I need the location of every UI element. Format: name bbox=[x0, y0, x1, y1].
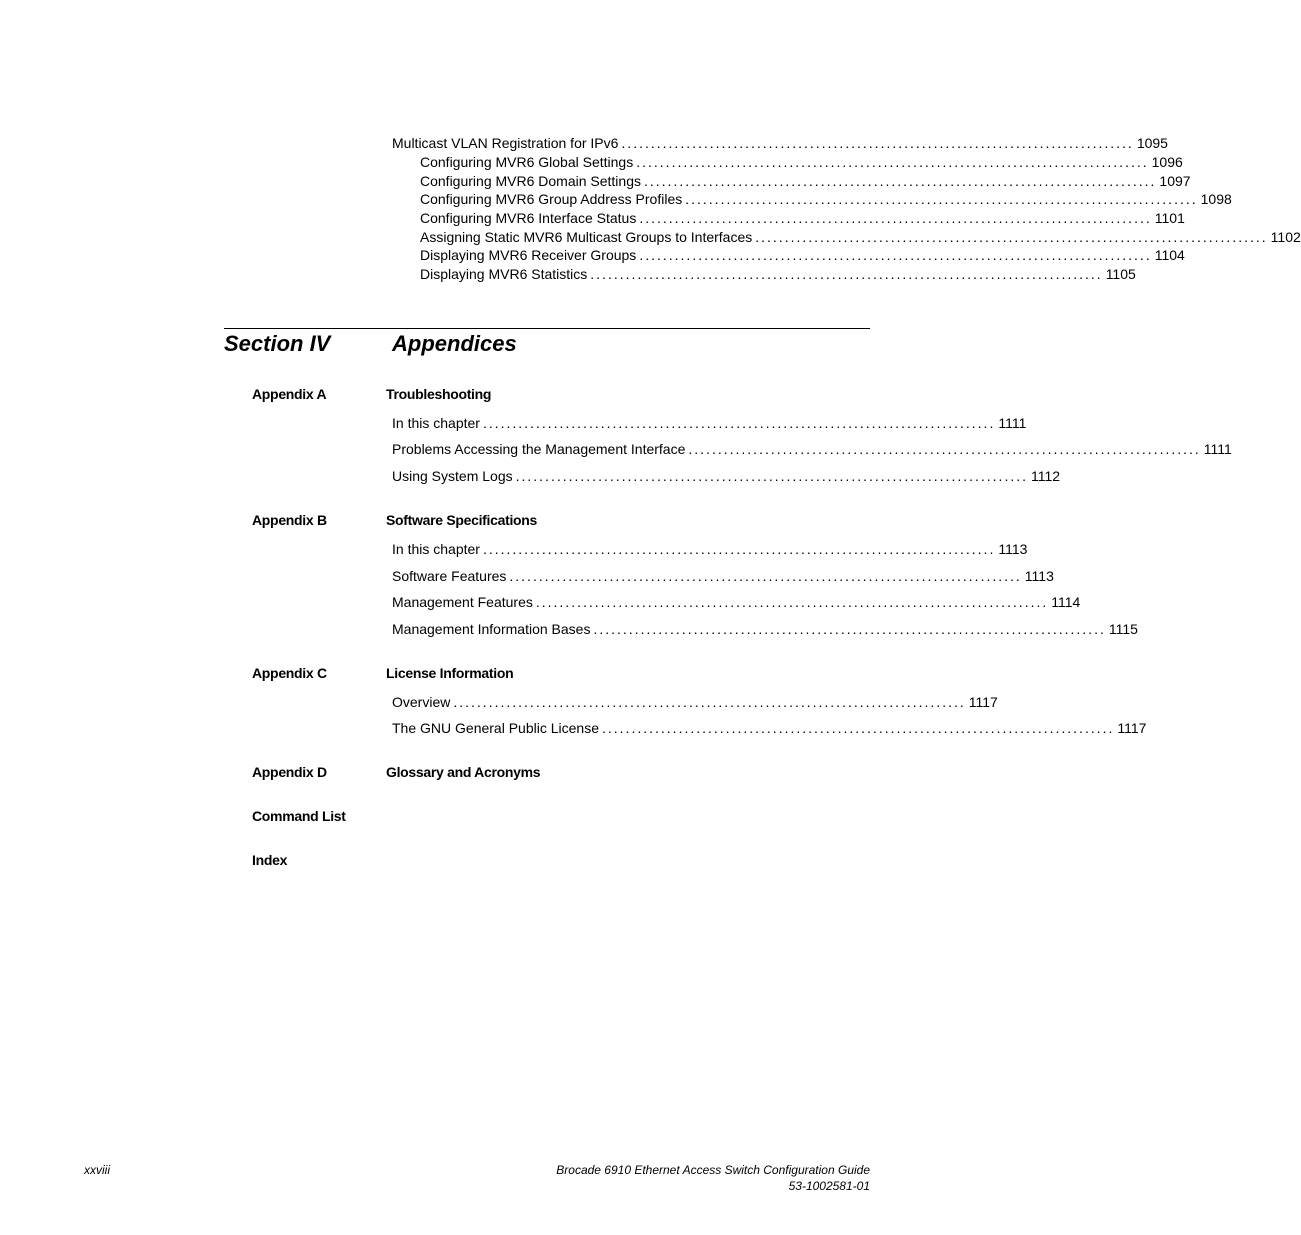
toc-entry[interactable] bbox=[420, 209, 1185, 228]
dot-leader: ....................................................................................... bbox=[639, 247, 1152, 263]
dot-leader: ....................................................................................... bbox=[590, 266, 1103, 282]
appendix-title[interactable]: Troubleshooting bbox=[386, 386, 492, 402]
toc-entry-title: Overview bbox=[392, 694, 451, 710]
toc-entry-page: 1096 bbox=[1151, 154, 1183, 170]
toc-entry[interactable] bbox=[420, 190, 1232, 209]
command-list-link[interactable]: Command List bbox=[252, 808, 346, 824]
dot-leader: ....................................................................................... bbox=[515, 468, 1029, 484]
appendix-title[interactable]: Software Specifications bbox=[386, 512, 538, 528]
toc-entry-page: 1117 bbox=[968, 694, 998, 710]
appendix-label[interactable]: Appendix D bbox=[252, 764, 327, 780]
toc-entry[interactable] bbox=[392, 540, 1028, 559]
toc-entry-page: 1104 bbox=[1154, 247, 1185, 263]
toc-entry-page: 1115 bbox=[1108, 621, 1138, 637]
toc-entry-title: Displaying MVR6 Receiver Groups bbox=[420, 247, 637, 263]
appendix-label[interactable]: Appendix A bbox=[252, 386, 327, 402]
toc-entry-title: The GNU General Public License bbox=[392, 720, 599, 736]
appendix-title[interactable]: Glossary and Acronyms bbox=[386, 764, 541, 780]
dot-leader: ....................................................................................... bbox=[593, 621, 1106, 637]
toc-entry[interactable] bbox=[392, 440, 1232, 459]
section-label: Section IV bbox=[224, 331, 331, 356]
toc-entry[interactable] bbox=[392, 719, 1147, 738]
toc-entry-page: 1111 bbox=[1203, 441, 1232, 457]
toc-entry-title: Multicast VLAN Registration for IPv6 bbox=[392, 135, 619, 151]
dot-leader: ....................................................................................... bbox=[636, 154, 1149, 170]
toc-entry-page: 1101 bbox=[1154, 210, 1185, 226]
dot-leader: ....................................................................................... bbox=[602, 720, 1115, 736]
toc-entry-page: 1102 bbox=[1270, 229, 1301, 245]
dot-leader: ....................................................................................... bbox=[621, 135, 1134, 151]
toc-entry-title: In this chapter bbox=[392, 415, 480, 431]
toc-entry-title: Assigning Static MVR6 Multicast Groups to Interfaces bbox=[420, 229, 753, 245]
toc-entry-title: Configuring MVR6 Domain Settings bbox=[420, 173, 641, 189]
toc-entry[interactable] bbox=[420, 246, 1185, 265]
dot-leader: ....................................................................................... bbox=[453, 694, 966, 710]
toc-entry[interactable] bbox=[392, 693, 998, 712]
appendix-title[interactable]: License Information bbox=[386, 665, 514, 681]
dot-leader: ....................................................................................... bbox=[688, 441, 1201, 457]
toc-entry-title: Problems Accessing the Management Interface bbox=[392, 441, 686, 457]
toc-entry[interactable] bbox=[392, 593, 1081, 612]
dot-leader: ....................................................................................... bbox=[482, 415, 996, 431]
dot-leader: ....................................................................................... bbox=[482, 541, 996, 557]
dot-leader: ....................................................................................... bbox=[639, 210, 1152, 226]
toc-entry[interactable] bbox=[420, 172, 1191, 191]
toc-entry[interactable] bbox=[420, 265, 1136, 284]
toc-entry-page: 1117 bbox=[1117, 720, 1147, 736]
toc-entry-page: 1105 bbox=[1105, 266, 1136, 282]
dot-leader: ....................................................................................... bbox=[685, 191, 1198, 207]
toc-entry-title: Software Features bbox=[392, 568, 507, 584]
footer-guide-title: Brocade 6910 Ethernet Access Switch Configuration Guide bbox=[556, 1163, 870, 1177]
toc-entry[interactable] bbox=[392, 414, 1027, 433]
toc-entry-title: Displaying MVR6 Statistics bbox=[420, 266, 588, 282]
dot-leader: ....................................................................................... bbox=[509, 568, 1022, 584]
dot-leader: ....................................................................................... bbox=[535, 594, 1049, 610]
toc-entry[interactable] bbox=[392, 567, 1054, 586]
toc-entry-title: Using System Logs bbox=[392, 468, 513, 484]
appendix-label[interactable]: Appendix C bbox=[252, 665, 327, 681]
toc-entry-page: 1095 bbox=[1136, 135, 1168, 151]
toc-entry-page: 1114 bbox=[1051, 594, 1081, 610]
section-title: Appendices bbox=[392, 331, 517, 356]
toc-entry[interactable] bbox=[392, 467, 1061, 486]
toc-entry-page: 1113 bbox=[998, 541, 1028, 557]
toc-entry[interactable] bbox=[420, 153, 1183, 172]
footer-doc-number: 53-1002581-01 bbox=[788, 1179, 870, 1193]
footer-page-number: xxviii bbox=[84, 1163, 110, 1177]
toc-entry[interactable] bbox=[420, 228, 1301, 247]
toc-entry[interactable] bbox=[392, 134, 1168, 153]
toc-entry-title: Configuring MVR6 Interface Status bbox=[420, 210, 637, 226]
appendix-label[interactable]: Appendix B bbox=[252, 512, 327, 528]
section-divider bbox=[224, 328, 870, 329]
toc-entry-title: In this chapter bbox=[392, 541, 480, 557]
toc-entry-page: 1113 bbox=[1024, 568, 1054, 584]
toc-entry-title: Configuring MVR6 Group Address Profiles bbox=[420, 191, 683, 207]
dot-leader: ....................................................................................... bbox=[644, 173, 1157, 189]
toc-entry-page: 1111 bbox=[998, 415, 1027, 431]
toc-entry-title: Management Information Bases bbox=[392, 621, 591, 637]
toc-entry-page: 1097 bbox=[1159, 173, 1191, 189]
toc-entry-page: 1112 bbox=[1031, 468, 1061, 484]
toc-entry[interactable] bbox=[392, 620, 1138, 639]
toc-entry-title: Configuring MVR6 Global Settings bbox=[420, 154, 634, 170]
toc-entry-page: 1098 bbox=[1200, 191, 1232, 207]
index-link[interactable]: Index bbox=[252, 852, 288, 868]
toc-entry-title: Management Features bbox=[392, 594, 533, 610]
dot-leader: ....................................................................................... bbox=[755, 229, 1268, 245]
